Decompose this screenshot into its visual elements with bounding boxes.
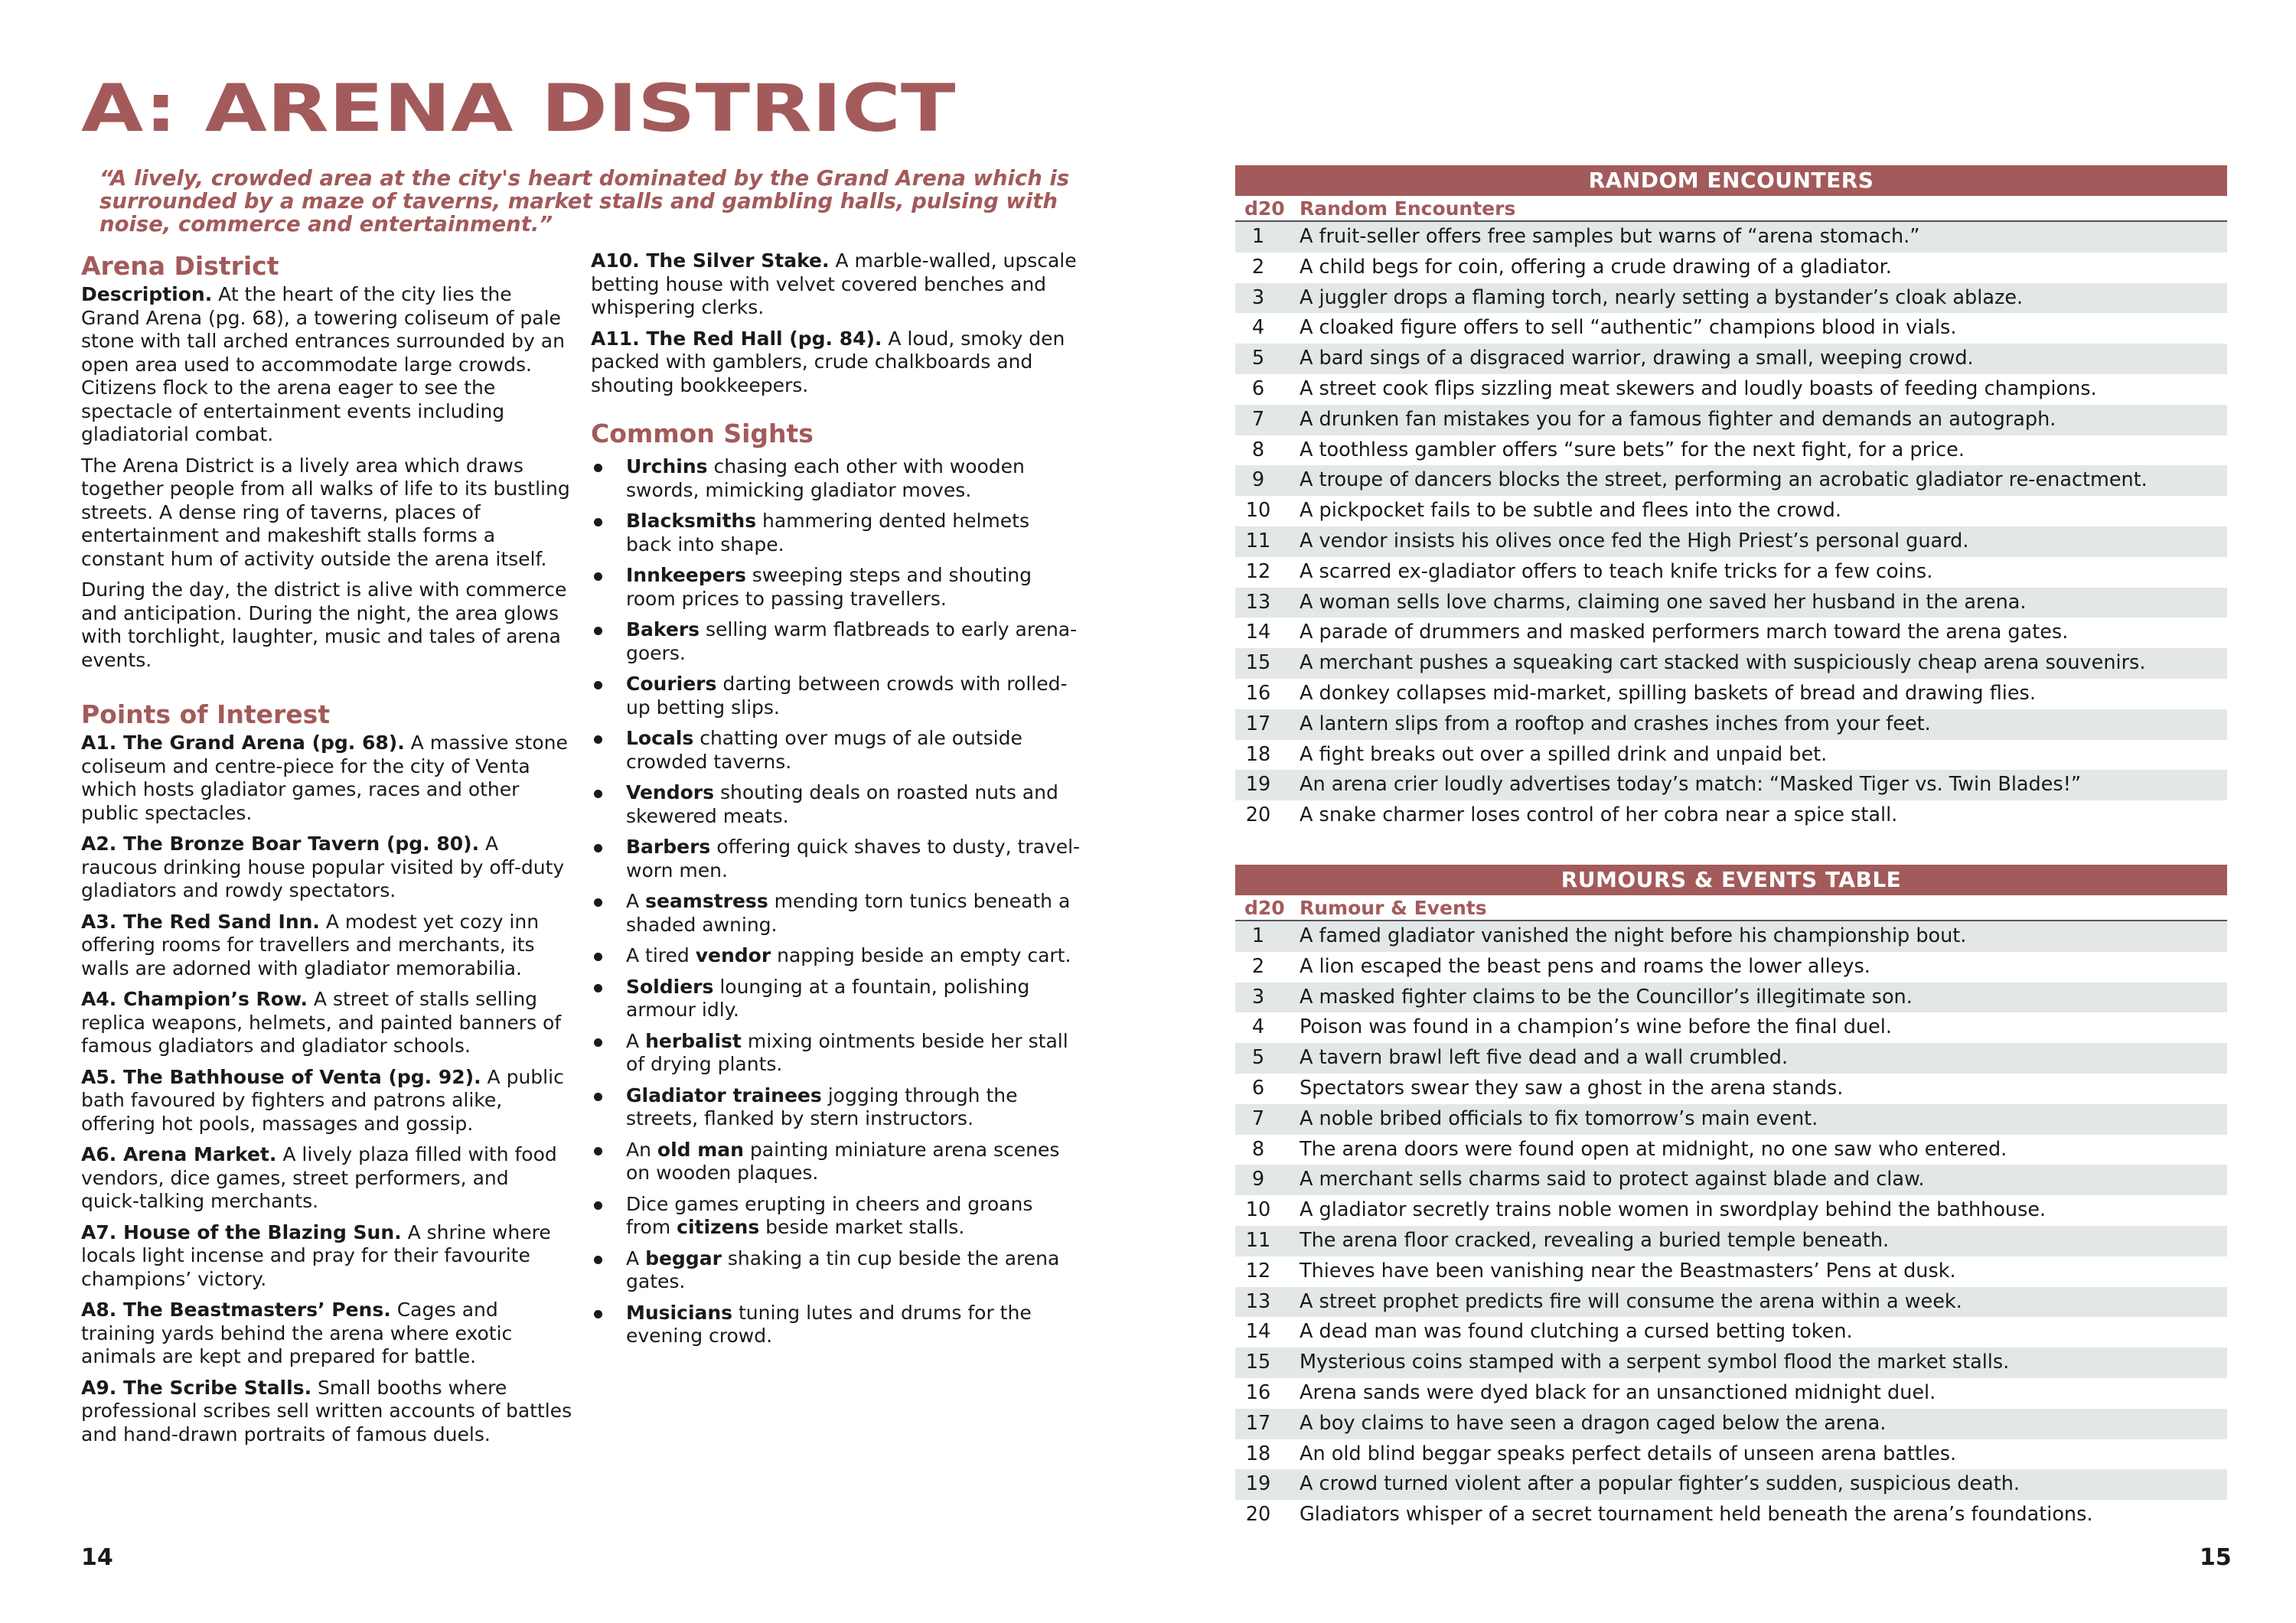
item-pre: A bbox=[626, 1247, 646, 1269]
item-post: hammering dented helmets back into shape. bbox=[626, 510, 1029, 556]
list-item bbox=[591, 1302, 1081, 1348]
table-row bbox=[1235, 618, 2227, 648]
common-sights-list bbox=[591, 455, 1081, 1348]
list-item bbox=[591, 727, 1081, 774]
list-item bbox=[81, 1221, 572, 1292]
list-item bbox=[591, 673, 1081, 719]
row-number: 17 bbox=[1245, 1411, 1271, 1435]
item-label: A6. Arena Market. bbox=[81, 1143, 277, 1165]
table-row bbox=[1235, 1317, 2227, 1348]
page-number-right: 15 bbox=[2200, 1544, 2232, 1571]
row-text: A merchant sells charms said to protect against blade and claw. bbox=[1300, 1168, 1925, 1191]
table-row bbox=[1235, 709, 2227, 740]
list-item bbox=[591, 1193, 1081, 1240]
page-title: A: ARENA DISTRICT bbox=[81, 70, 956, 147]
item-text: A loud, smoky den packed with gamblers, crude chalkboards and shouting bookkeepers. bbox=[591, 327, 1065, 396]
item-label: A7. House of the Blazing Sun. bbox=[81, 1221, 402, 1243]
list-item bbox=[591, 328, 1081, 398]
row-text: A bard sings of a disgraced warrior, drawing a small, weeping crowd. bbox=[1300, 347, 1974, 370]
row-number: 17 bbox=[1245, 712, 1271, 735]
item-post: beside market stalls. bbox=[759, 1216, 965, 1238]
row-number: 13 bbox=[1245, 1289, 1271, 1313]
item-post: painting miniature arena scenes on wooden plaques. bbox=[626, 1138, 1060, 1184]
table-row bbox=[1235, 465, 2227, 496]
item-text: Small booths where professional scribes sell written accounts of battles and hand-drawn portraits of famous duels. bbox=[81, 1376, 572, 1445]
table-row bbox=[1235, 1135, 2227, 1165]
row-text: A vendor insists his olives once fed the High Priest’s personal guard. bbox=[1300, 529, 1969, 552]
item-text: A shrine where locals light incense and pray for their favourite champions’ victory. bbox=[81, 1221, 551, 1290]
table-row bbox=[1235, 313, 2227, 344]
row-text: Gladiators whisper of a secret tournament held beneath the arena’s foundations. bbox=[1300, 1503, 2093, 1527]
row-text: A fruit-seller offers free samples but warns of “arena stomach.” bbox=[1300, 225, 1920, 248]
row-text: An arena crier loudly advertises today’s match: “Masked Tiger vs. Twin Blades!” bbox=[1300, 773, 2082, 797]
row-text: A drunken fan mistakes you for a famous fighter and demands an autograph. bbox=[1300, 407, 2056, 431]
table-row bbox=[1235, 1226, 2227, 1256]
row-text: A donkey collapses mid-market, spilling baskets of bread and drawing flies. bbox=[1300, 681, 2036, 705]
table-row bbox=[1235, 222, 2227, 253]
item-text: A public bath favoured by fighters and patrons alike, offering hot pools, massages and gossip. bbox=[81, 1065, 564, 1135]
table-row bbox=[1235, 1469, 2227, 1500]
item-bold: Musicians bbox=[626, 1301, 733, 1324]
row-text: Arena sands were dyed black for an unsanctioned midnight duel. bbox=[1300, 1380, 1936, 1404]
item-bold: old man bbox=[657, 1138, 744, 1161]
item-bold: Innkeepers bbox=[626, 564, 746, 586]
table-row bbox=[1235, 526, 2227, 557]
row-number: 20 bbox=[1245, 803, 1271, 827]
item-post: shaking a tin cup beside the arena gates. bbox=[626, 1247, 1060, 1292]
row-number: 2 bbox=[1251, 255, 1265, 279]
row-text: A masked fighter claims to be the Councillor’s illegitimate son. bbox=[1300, 985, 1913, 1009]
item-post: shouting deals on roasted nuts and skewered meats. bbox=[626, 781, 1058, 827]
arena-paragraph: The Arena District is a lively area which draws together people from all walks of life to its bustling streets. A dense ring of taverns, places of entertainment and makeshift stalls forms a constant hum of activity outside the arena itself. bbox=[81, 454, 570, 570]
intro-quote: “A lively, crowded area at the city's heart dominated by the Grand Arena which is surrounded by a maze of taverns, market stalls and gambling halls, pulsing with noise, commerce and entertainment.” bbox=[99, 166, 1070, 236]
item-bold: Vendors bbox=[626, 781, 715, 803]
list-item bbox=[81, 732, 572, 825]
row-text: The arena doors were found open at midnight, no one saw who entered. bbox=[1300, 1137, 2007, 1161]
table-row bbox=[1235, 740, 2227, 771]
item-post: sweeping steps and shouting room prices to passing travellers. bbox=[626, 564, 1032, 610]
item-label: A10. The Silver Stake. bbox=[591, 249, 830, 272]
die-label: d20 bbox=[1244, 197, 1285, 220]
row-text: A woman sells love charms, claiming one saved her husband in the arena. bbox=[1300, 590, 2027, 614]
item-pre: An bbox=[626, 1138, 657, 1161]
row-number: 18 bbox=[1245, 742, 1271, 766]
die-label: d20 bbox=[1244, 897, 1285, 919]
row-number: 12 bbox=[1245, 559, 1271, 583]
row-text: A dead man was found clutching a cursed betting token. bbox=[1300, 1320, 1853, 1344]
item-bold: Couriers bbox=[626, 673, 717, 695]
table-row bbox=[1235, 253, 2227, 283]
table-row bbox=[1235, 1043, 2227, 1074]
table-row bbox=[1235, 800, 2227, 831]
row-number: 10 bbox=[1245, 1198, 1271, 1222]
row-text: A child begs for coin, offering a crude drawing of a gladiator. bbox=[1300, 255, 1892, 279]
section-heading-points-of-interest: Points of Interest bbox=[81, 699, 331, 729]
list-item bbox=[591, 564, 1081, 611]
row-text: A tavern brawl left five dead and a wall crumbled. bbox=[1300, 1046, 1789, 1070]
item-text: A street of stalls selling replica weapons, helmets, and painted banners of famous gladiators and gladiator schools. bbox=[81, 988, 562, 1057]
table-column-headers bbox=[1235, 196, 2227, 222]
row-number: 16 bbox=[1245, 1380, 1271, 1404]
list-item bbox=[591, 510, 1081, 556]
row-number: 7 bbox=[1251, 1106, 1265, 1130]
item-bold: Urchins bbox=[626, 455, 708, 477]
row-number: 1 bbox=[1251, 225, 1265, 248]
list-item bbox=[81, 911, 572, 981]
table-row bbox=[1235, 1500, 2227, 1530]
item-bold: Soldiers bbox=[626, 975, 714, 998]
item-text: A raucous drinking house popular visited by off-duty gladiators and rowdy spectators. bbox=[81, 833, 565, 901]
list-item bbox=[591, 618, 1081, 665]
row-text: A famed gladiator vanished the night before his championship bout. bbox=[1300, 924, 1967, 947]
row-text: The arena floor cracked, revealing a buried temple beneath. bbox=[1300, 1228, 1890, 1252]
list-item bbox=[81, 1143, 572, 1214]
row-number: 5 bbox=[1251, 1046, 1265, 1070]
table-row bbox=[1235, 952, 2227, 983]
list-item bbox=[81, 1299, 572, 1369]
item-bold: Gladiator trainees bbox=[626, 1084, 822, 1106]
item-label: A2. The Bronze Boar Tavern (pg. 80). bbox=[81, 833, 480, 855]
table-body bbox=[1235, 222, 2227, 831]
item-label: A5. The Bathhouse of Venta (pg. 92). bbox=[81, 1065, 481, 1088]
item-post: chasing each other with wooden swords, mimicking gladiator moves. bbox=[626, 455, 1025, 501]
item-label: A9. The Scribe Stalls. bbox=[81, 1376, 312, 1399]
item-bold: beggar bbox=[645, 1247, 722, 1269]
item-text: A modest yet cozy inn offering rooms for travellers and merchants, its walls are adorned with gladiator memorabilia. bbox=[81, 910, 540, 979]
row-text: A lion escaped the beast pens and roams the lower alleys. bbox=[1300, 954, 1870, 978]
list-item bbox=[591, 455, 1081, 502]
table-row bbox=[1235, 1012, 2227, 1043]
arena-description bbox=[81, 283, 572, 447]
table-row bbox=[1235, 374, 2227, 405]
points-of-interest-list-continued bbox=[591, 249, 1081, 397]
table-row bbox=[1235, 496, 2227, 526]
random-encounters-table bbox=[1235, 165, 2227, 831]
list-item bbox=[81, 833, 572, 903]
item-post: offering quick shaves to dusty, travel-worn men. bbox=[626, 836, 1081, 882]
row-number: 11 bbox=[1245, 1228, 1271, 1252]
table-body bbox=[1235, 921, 2227, 1530]
table-row bbox=[1235, 1256, 2227, 1287]
row-text: A pickpocket fails to be subtle and flees into the crowd. bbox=[1300, 499, 1841, 523]
list-item bbox=[591, 1030, 1081, 1077]
row-number: 6 bbox=[1251, 376, 1265, 400]
description-text: At the heart of the city lies the Grand Arena (pg. 68), a towering coliseum of pale stone with tall arched entrances surrounded by an open area used to accommodate large crowds. Citizens flock to the arena eager to see the spectacle of entertainment events including gladiatorial combat. bbox=[81, 283, 565, 445]
list-item bbox=[591, 836, 1081, 882]
row-text: A gladiator secretly trains noble women in swordplay behind the bathhouse. bbox=[1300, 1198, 2047, 1222]
row-number: 8 bbox=[1251, 1137, 1265, 1161]
table-row bbox=[1235, 983, 2227, 1013]
table-column-headers bbox=[1235, 895, 2227, 921]
item-pre: A bbox=[626, 890, 646, 912]
row-number: 15 bbox=[1245, 1351, 1271, 1374]
row-text: Thieves have been vanishing near the Beastmasters’ Pens at dusk. bbox=[1300, 1259, 1956, 1282]
row-number: 8 bbox=[1251, 438, 1265, 461]
item-label: A4. Champion’s Row. bbox=[81, 988, 308, 1010]
row-number: 3 bbox=[1251, 985, 1265, 1009]
table-row bbox=[1235, 1195, 2227, 1226]
row-text: An old blind beggar speaks perfect details of unseen arena battles. bbox=[1300, 1442, 1957, 1465]
row-text: A fight breaks out over a spilled drink and unpaid bet. bbox=[1300, 742, 1828, 766]
row-number: 3 bbox=[1251, 285, 1265, 309]
item-post: mixing ointments beside her stall of drying plants. bbox=[626, 1029, 1068, 1075]
row-text: A parade of drummers and masked performers march toward the arena gates. bbox=[1300, 621, 2069, 644]
rumours-events-table bbox=[1235, 865, 2227, 1530]
row-number: 4 bbox=[1251, 316, 1265, 340]
row-text: A snake charmer loses control of her cobra near a spice stall. bbox=[1300, 803, 1898, 827]
row-number: 12 bbox=[1245, 1259, 1271, 1282]
item-label: A11. The Red Hall (pg. 84). bbox=[591, 327, 882, 350]
table-row bbox=[1235, 648, 2227, 679]
row-text: A toothless gambler offers “sure bets” for the next fight, for a price. bbox=[1300, 438, 1965, 461]
item-bold: seamstress bbox=[645, 890, 768, 912]
list-item bbox=[81, 1377, 572, 1447]
item-pre: Dice games erupting in cheers and groans from bbox=[626, 1192, 1033, 1238]
item-post: mending torn tunics beneath a shaded awning. bbox=[626, 890, 1071, 936]
item-bold: herbalist bbox=[645, 1029, 742, 1052]
row-number: 9 bbox=[1251, 1168, 1265, 1191]
list-item bbox=[591, 781, 1081, 828]
table-row bbox=[1235, 1348, 2227, 1378]
table-row bbox=[1235, 588, 2227, 618]
list-item bbox=[81, 1066, 572, 1136]
column-label: Random Encounters bbox=[1300, 197, 1516, 220]
item-text: A lively plaza filled with food vendors, dice games, street performers, and quick-talking merchants. bbox=[81, 1143, 557, 1212]
item-label: A8. The Beastmasters’ Pens. bbox=[81, 1299, 391, 1321]
list-item bbox=[591, 1247, 1081, 1294]
table-row bbox=[1235, 1409, 2227, 1439]
row-text: A troupe of dancers blocks the street, performing an acrobatic gladiator re-enactment. bbox=[1300, 468, 2148, 492]
table-row bbox=[1235, 283, 2227, 314]
row-text: A juggler drops a flaming torch, nearly setting a bystander’s cloak ablaze. bbox=[1300, 285, 2024, 309]
item-label: A1. The Grand Arena (pg. 68). bbox=[81, 732, 405, 754]
arena-paragraph: During the day, the district is alive with commerce and anticipation. During the night, the area glows with torchlight, laughter, music and tales of arena events. bbox=[81, 578, 567, 671]
table-row bbox=[1235, 1378, 2227, 1409]
row-text: A merchant pushes a squeaking cart stacked with suspiciously cheap arena souvenirs. bbox=[1300, 651, 2146, 675]
table-row bbox=[1235, 435, 2227, 466]
row-text: A boy claims to have seen a dragon caged below the arena. bbox=[1300, 1411, 1887, 1435]
table-header: RUMOURS & EVENTS TABLE bbox=[1235, 865, 2227, 895]
table-row bbox=[1235, 770, 2227, 800]
table-row bbox=[1235, 557, 2227, 588]
row-text: A lantern slips from a rooftop and crashes inches from your feet. bbox=[1300, 712, 1931, 735]
item-post: darting between crowds with rolled-up betting slips. bbox=[626, 673, 1068, 719]
item-post: selling warm flatbreads to early arena-goers. bbox=[626, 618, 1078, 664]
item-bold: citizens bbox=[677, 1216, 760, 1238]
row-text: Poison was found in a champion’s wine before the final duel. bbox=[1300, 1015, 1892, 1039]
row-number: 19 bbox=[1245, 1472, 1271, 1496]
row-number: 19 bbox=[1245, 773, 1271, 797]
item-post: lounging at a fountain, polishing armour idly. bbox=[626, 975, 1030, 1021]
row-text: A crowd turned violent after a popular fighter’s sudden, suspicious death. bbox=[1300, 1472, 2020, 1496]
column-middle bbox=[591, 249, 1081, 1356]
row-text: A street prophet predicts fire will consume the arena within a week. bbox=[1300, 1289, 1962, 1313]
table-row bbox=[1235, 344, 2227, 374]
section-heading-arena-district: Arena District bbox=[81, 251, 279, 281]
table-row bbox=[1235, 1439, 2227, 1470]
item-bold: Bakers bbox=[626, 618, 700, 640]
item-bold: vendor bbox=[695, 944, 771, 966]
row-number: 5 bbox=[1251, 347, 1265, 370]
row-text: A noble bribed officials to fix tomorrow’s main event. bbox=[1300, 1106, 1818, 1130]
item-post: napping beside an empty cart. bbox=[771, 944, 1071, 966]
row-number: 13 bbox=[1245, 590, 1271, 614]
row-text: A scarred ex-gladiator offers to teach knife tricks for a few coins. bbox=[1300, 559, 1933, 583]
column-left bbox=[81, 249, 572, 1454]
row-number: 10 bbox=[1245, 499, 1271, 523]
row-number: 20 bbox=[1245, 1503, 1271, 1527]
page-number-left: 14 bbox=[81, 1544, 113, 1571]
list-item bbox=[591, 890, 1081, 937]
section-heading-common-sights: Common Sights bbox=[591, 419, 814, 448]
row-text: Mysterious coins stamped with a serpent symbol flood the market stalls. bbox=[1300, 1351, 2010, 1374]
table-row bbox=[1235, 405, 2227, 435]
row-number: 14 bbox=[1245, 621, 1271, 644]
row-text: A cloaked figure offers to sell “authentic” champions blood in vials. bbox=[1300, 316, 1957, 340]
row-number: 6 bbox=[1251, 1076, 1265, 1100]
item-bold: Barbers bbox=[626, 836, 711, 858]
row-number: 1 bbox=[1251, 924, 1265, 947]
row-text: A street cook flips sizzling meat skewers and loudly boasts of feeding champions. bbox=[1300, 376, 2097, 400]
row-number: 18 bbox=[1245, 1442, 1271, 1465]
list-item bbox=[591, 944, 1081, 968]
row-number: 11 bbox=[1245, 529, 1271, 552]
list-item bbox=[81, 988, 572, 1058]
item-post: chatting over mugs of ale outside crowded taverns. bbox=[626, 727, 1022, 773]
item-post: jogging through the streets, flanked by stern instructors. bbox=[626, 1084, 1018, 1129]
list-item bbox=[591, 249, 1081, 320]
item-bold: Locals bbox=[626, 727, 694, 749]
list-item bbox=[591, 1084, 1081, 1131]
description-label: Description. bbox=[81, 283, 213, 305]
item-pre: A bbox=[626, 1029, 646, 1052]
row-number: 16 bbox=[1245, 681, 1271, 705]
table-header: RANDOM ENCOUNTERS bbox=[1235, 165, 2227, 196]
item-bold: Blacksmiths bbox=[626, 510, 757, 532]
table-row bbox=[1235, 1165, 2227, 1195]
points-of-interest-list bbox=[81, 732, 572, 1446]
row-number: 2 bbox=[1251, 954, 1265, 978]
table-row bbox=[1235, 1074, 2227, 1104]
table-row bbox=[1235, 1287, 2227, 1318]
item-label: A3. The Red Sand Inn. bbox=[81, 910, 320, 933]
list-item bbox=[591, 976, 1081, 1022]
list-item bbox=[591, 1139, 1081, 1185]
item-text: Cages and training yards behind the arena where exotic animals are kept and prepared for battle. bbox=[81, 1299, 513, 1367]
item-post: tuning lutes and drums for the evening crowd. bbox=[626, 1301, 1032, 1347]
row-number: 9 bbox=[1251, 468, 1265, 492]
row-number: 14 bbox=[1245, 1320, 1271, 1344]
item-text: A massive stone coliseum and centre-piece for the city of Venta which hosts gladiator games, races and other public spectacles. bbox=[81, 732, 568, 824]
row-number: 15 bbox=[1245, 651, 1271, 675]
row-number: 7 bbox=[1251, 407, 1265, 431]
table-row bbox=[1235, 679, 2227, 709]
row-number: 4 bbox=[1251, 1015, 1265, 1039]
item-pre: A tired bbox=[626, 944, 696, 966]
item-text: A marble-walled, upscale betting house with velvet covered benches and whispering clerks. bbox=[591, 249, 1077, 318]
table-row bbox=[1235, 1104, 2227, 1135]
column-label: Rumour & Events bbox=[1300, 897, 1487, 919]
table-row bbox=[1235, 921, 2227, 952]
row-text: Spectators swear they saw a ghost in the arena stands. bbox=[1300, 1076, 1844, 1100]
